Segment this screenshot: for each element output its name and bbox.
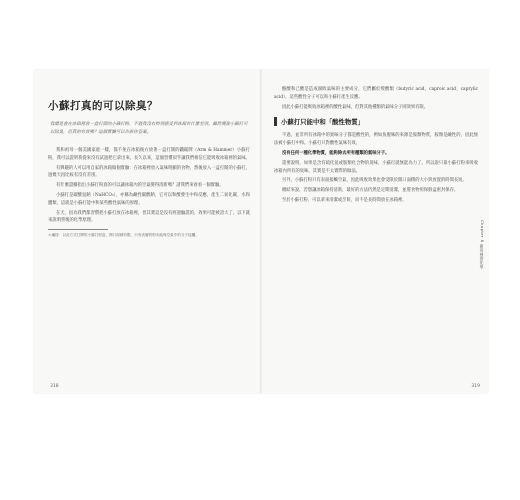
right-paragraph (274, 150, 478, 158)
chapter-intro: 我總是會在冰箱裡放一盒打開的小蘇打粉，不過我沒有特別感受到冰箱有什麼差別。雖然傳說小蘇打可以除臭，但真的有效嗎？這個實驗可以告訴你答案。 (50, 122, 248, 135)
chapter-title: 小蘇打真的可以除臭？ (48, 100, 158, 112)
left-paragraph: 有什麼證據指出小蘇打粉真的可以讓冰箱內的空氣變得清新嗎？請我們來看看一個實驗。 (56, 183, 224, 189)
chapter-side-tab-label: Chapter 8 廚房裡的化學 (480, 220, 485, 270)
right-paragraph: 另外，小蘇打粉只有表面接觸空氣，因此吸收效果也會受限於開口面積的大小與放置的時間長短。 (282, 178, 467, 184)
left-paragraph: 小蘇打是碳酸氫鈉（NaHCO₃），亦稱為鹼性碳酸鈉，它可以和酸發生中和反應，產生二氧化碳、水和鹽類，這就是小蘇打能中和某些酸性氣味的原理。 (48, 192, 250, 206)
right-paragraph: 酪酸和己酸是造成腐敗氣味的主要成分，它們屬於羧酸類（butyric acid、caproic acid、caprylic acid），這些酸性分子可以和小蘇打產生反應。 (274, 87, 478, 100)
right-paragraph: 因此小蘇打能吸收冰箱裡的酸性氣味，但對其他種類的氣味分子則效果有限。 (282, 104, 429, 110)
right-paragraph: 至於小蘇打粉，可以拿來清潔或烹飪，而不是長時間放在冰箱裡。 (282, 197, 407, 203)
left-page (48, 86, 250, 386)
chapter-side-tab (480, 220, 486, 280)
book-spread (34, 70, 488, 393)
bold-sentence: 沒有任何一種化學物質，能夠除去所有種類的氣味分子。 (282, 150, 390, 156)
book-gutter (260, 70, 262, 393)
section-heading-text: 小蘇打只能中和「酸性物質」 (281, 118, 365, 127)
footnote: ＊編按：以此方式打開的小蘇打粉盒，開口面積有限，只有表層的粉末能與空氣中的分子接觸。 (48, 233, 199, 238)
right-page-number: 319 (471, 384, 480, 389)
right-paragraph: 總結來說，若想讓冰箱保持清新，最好的方法仍然是定期清潔，並將食物用保鮮盒密封保存。 (282, 188, 459, 194)
section-heading (274, 117, 478, 126)
footnote-divider (48, 229, 108, 230)
section-marker (274, 117, 277, 126)
left-paragraph: 有興趣的人可以用自家的冰箱做個實驗：在冰箱裡放入氣味明顯的食物，然後放入一盒打開的小蘇打，過幾天再比較有沒有差別。 (48, 165, 250, 179)
left-paragraph: 我和祖母一個美國家庭一樣，都不免在冰箱後方放著一盒打開的鐵鎚牌（Arm & Hammer）小蘇打粉，我可以證明我從來沒有試過把它拿出來。長久以來，這個習慣似乎讓我們相信它能吸收冰箱裡的氣味。 (48, 148, 250, 161)
right-paragraph: 不過，並非所有冰箱中的異味分子都是酸性的，例如魚腥味的來源是胺類物質，胺類是鹼性的，因此無法被小蘇打中和。小蘇打只對酸性氣味有效。 (274, 133, 478, 147)
right-page (274, 86, 478, 386)
left-page-number: 318 (50, 384, 59, 389)
left-paragraph: 在天，因為我們都習慣把小蘇打放在冰箱裡，但其實這是沒有經過驗證的，效果可能被誇大了。以下就來說明背後的化學原理。 (48, 210, 250, 224)
right-paragraph: 還要說明，如果是含有硫化氫或胺類化合物的臭味，小蘇打就無能為力了。所以說只靠小蘇打粉來吸收冰箱內所有的臭味，其實是不太實際的做法。 (274, 160, 478, 174)
